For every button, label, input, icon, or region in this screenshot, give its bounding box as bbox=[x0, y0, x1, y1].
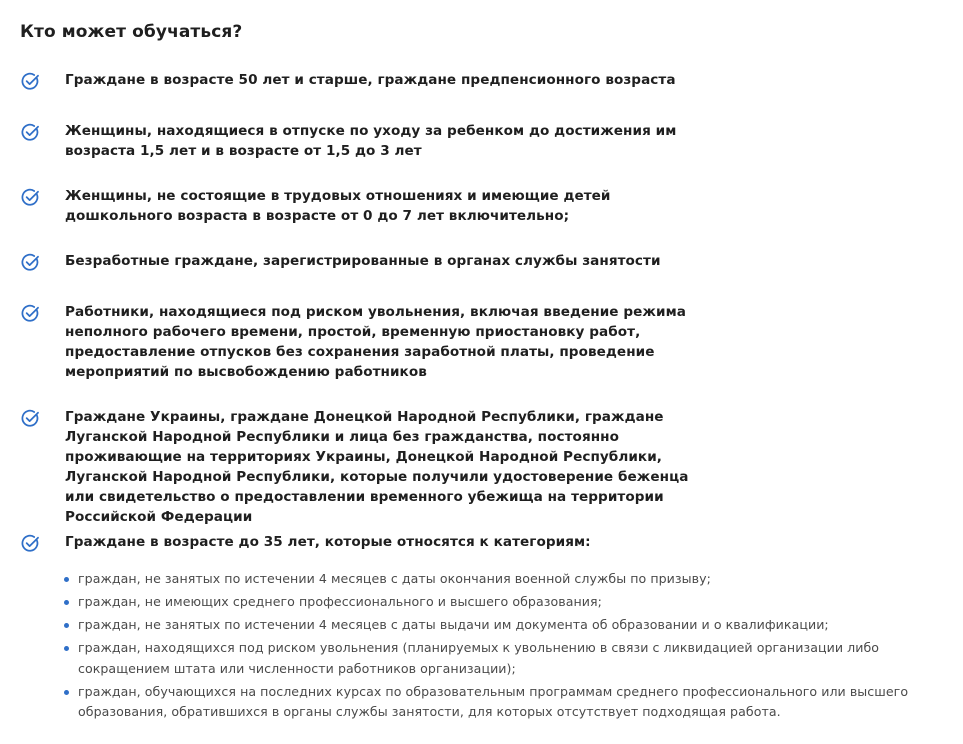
eligibility-item-text: Женщины, не состоящие в трудовых отношениях и имеющие детей дошкольного возраста в возрасте от 0 до 7 лет включительно; bbox=[65, 188, 611, 224]
eligibility-item-text: Граждане в возрасте 50 лет и старше, граждане предпенсионного возраста bbox=[65, 72, 676, 88]
check-circle-icon bbox=[20, 252, 41, 273]
list-item bbox=[64, 592, 954, 613]
section-title: Кто может обучаться? bbox=[20, 22, 243, 42]
eligibility-item-text: Женщины, находящиеся в отпуске по уходу за ребенком до достижения им возраста 1,5 лет и в возрасте от 1,5 до 3 лет bbox=[65, 123, 677, 159]
check-circle-icon bbox=[20, 71, 41, 92]
list-item-text: граждан, обучающихся на последних курсах по образовательным программам среднего профессионального или высшего образования, обратившихся в органы службы занятости, для которых отсутствует подходящая работа. bbox=[78, 683, 909, 719]
eligibility-item-text: Граждане Украины, граждане Донецкой Народной Республики, граждане Луганской Народной Республики и лица без гражданства, постоянно проживающие на территориях Украины, Донецкой Народной Республики, Луганской Народной Республики, которые получили удостоверение беженца или свидетельство о предоставлении временного убежища на территории Российской Федерации bbox=[65, 409, 689, 525]
list-item-text: граждан, находящихся под риском увольнения (планируемых к увольнению в связи с ликвидацией организации либо сокращением штата или численности работников организации); bbox=[78, 640, 880, 676]
eligibility-item-text: Работники, находящиеся под риском увольнения, включая введение режима неполного рабочего времени, простой, временную приостановку работ, предоставление отпусков без сохранения заработной платы, проведение мероприятий по высвобождению работников bbox=[65, 304, 686, 380]
eligibility-item-text: Граждане в возрасте до 35 лет, которые относятся к категориям: bbox=[65, 534, 591, 550]
eligibility-item-text: Безработные граждане, зарегистрированные в органах службы занятости bbox=[65, 253, 661, 269]
list-item bbox=[64, 615, 954, 636]
check-circle-icon bbox=[20, 122, 41, 143]
bullet-dot-icon bbox=[64, 600, 69, 605]
check-circle-icon bbox=[20, 303, 41, 324]
list-item-text: граждан, не занятых по истечении 4 месяцев с даты окончания военной службы по призыву; bbox=[78, 571, 711, 586]
list-item bbox=[64, 638, 954, 679]
youth-categories-list bbox=[64, 569, 954, 725]
bullet-dot-icon bbox=[64, 577, 69, 582]
bullet-dot-icon bbox=[64, 623, 69, 628]
list-item bbox=[64, 569, 954, 590]
list-item bbox=[64, 682, 954, 723]
bullet-dot-icon bbox=[64, 690, 69, 695]
list-item-text: граждан, не имеющих среднего профессионального и высшего образования; bbox=[78, 594, 602, 609]
check-circle-icon bbox=[20, 408, 41, 429]
bullet-dot-icon bbox=[64, 646, 69, 651]
list-item-text: граждан, не занятых по истечении 4 месяцев с даты выдачи им документа об образовании и о квалификации; bbox=[78, 617, 829, 632]
check-circle-icon bbox=[20, 533, 41, 554]
check-circle-icon bbox=[20, 187, 41, 208]
